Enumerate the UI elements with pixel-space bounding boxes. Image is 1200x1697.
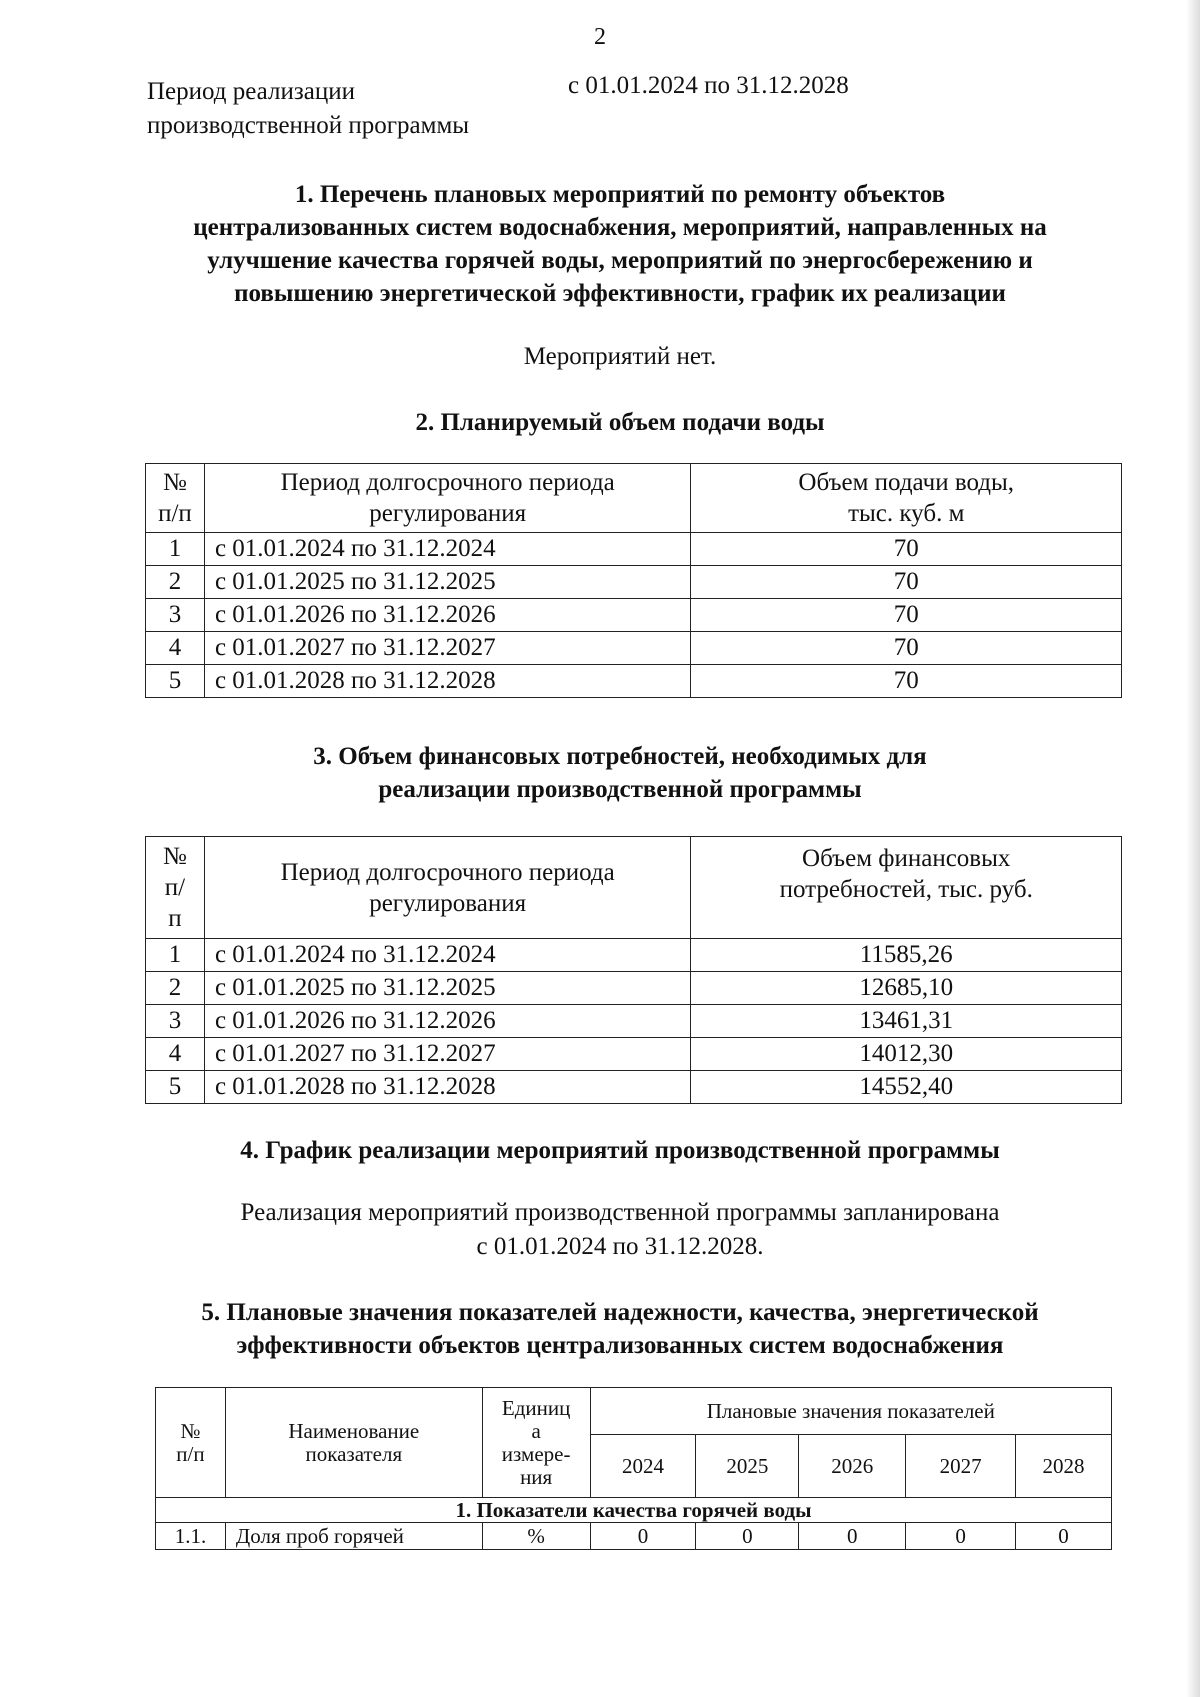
section-4-text: Реализация мероприятий производственной программы запланирована с 01.01.2024 по 31.12.2028.: [240, 1199, 1000, 1260]
header-year: 2026: [799, 1435, 906, 1498]
table-row: 2 с 01.01.2025 по 31.12.2025 12685,10: [146, 972, 1122, 1005]
table-header-row: [146, 837, 1122, 939]
header-year: 2027: [906, 1435, 1016, 1498]
table-group-row: [156, 1498, 1112, 1523]
table-row: 4 с 01.01.2027 по 31.12.2027 70: [146, 632, 1122, 665]
table-row: 4 с 01.01.2027 по 31.12.2027 14012,30: [146, 1038, 1122, 1071]
water-supply-table: [145, 463, 1122, 698]
financial-needs-table: [145, 836, 1122, 1104]
table-header-row: [156, 1388, 1112, 1435]
section-1-title: 1. Перечень плановых мероприятий по ремонту объектов централизованных систем водоснабжения, мероприятий, направленных на улучшение качества горячей воды, мероприятий по энергосбережению и повышению энергетической эффективности, график их реализации: [193, 181, 1047, 307]
header-year: 2028: [1016, 1435, 1112, 1498]
table-row: 2 с 01.01.2025 по 31.12.2025 70: [146, 566, 1122, 599]
header-year: 2025: [696, 1435, 799, 1498]
page-edge-shadow: [1186, 0, 1200, 1697]
table-row: 3 с 01.01.2026 по 31.12.2026 13461,31: [146, 1005, 1122, 1038]
table-row: 1 с 01.01.2024 по 31.12.2024 11585,26: [146, 939, 1122, 972]
header-year: 2024: [590, 1435, 696, 1498]
header-value: Объем подачи воды, тыс. куб. м: [691, 464, 1122, 533]
table-header-row: [146, 464, 1122, 533]
section-3-title: 3. Объем финансовых потребностей, необходимых для реализации производственной программы: [313, 743, 927, 803]
header-num: № п/ п: [146, 837, 205, 939]
table-row: 5 с 01.01.2028 по 31.12.2028 70: [146, 665, 1122, 698]
header-num: № п/п: [156, 1388, 226, 1498]
table-row: 3 с 01.01.2026 по 31.12.2026 70: [146, 599, 1122, 632]
table-row: 1 с 01.01.2024 по 31.12.2024 70: [146, 533, 1122, 566]
header-planned: Плановые значения показателей: [590, 1388, 1111, 1435]
section-1-text: Мероприятий нет.: [523, 343, 717, 370]
indicators-table: [155, 1387, 1112, 1550]
header-value: Объем финансовых потребностей, тыс. руб.: [691, 837, 1122, 939]
section-2-title: 2. Планируемый объем подачи воды: [415, 409, 825, 436]
table-row: 5 с 01.01.2028 по 31.12.2028 14552,40: [146, 1071, 1122, 1104]
header-name: Наименование показателя: [225, 1388, 482, 1498]
period-value: с 01.01.2024 по 31.12.2028: [568, 72, 849, 99]
group-title: 1. Показатели качества горячей воды: [156, 1498, 1112, 1523]
header-period: Период долгосрочного периода регулирования: [204, 464, 691, 533]
section-5-title: 5. Плановые значения показателей надежности, качества, энергетической эффективности объектов централизованных систем водоснабжения: [201, 1299, 1039, 1359]
page-number: 2: [594, 24, 606, 50]
period-label: Период реализации производственной программы: [147, 78, 470, 139]
section-4-title: 4. График реализации мероприятий производственной программы: [240, 1137, 1000, 1164]
table-row: 1.1. Доля проб горячей % 0 0 0 0 0: [156, 1523, 1112, 1550]
header-num: № п/п: [146, 464, 205, 533]
header-unit: Единиц а измере- ния: [482, 1388, 590, 1498]
header-period: Период долгосрочного периода регулирования: [204, 837, 690, 939]
